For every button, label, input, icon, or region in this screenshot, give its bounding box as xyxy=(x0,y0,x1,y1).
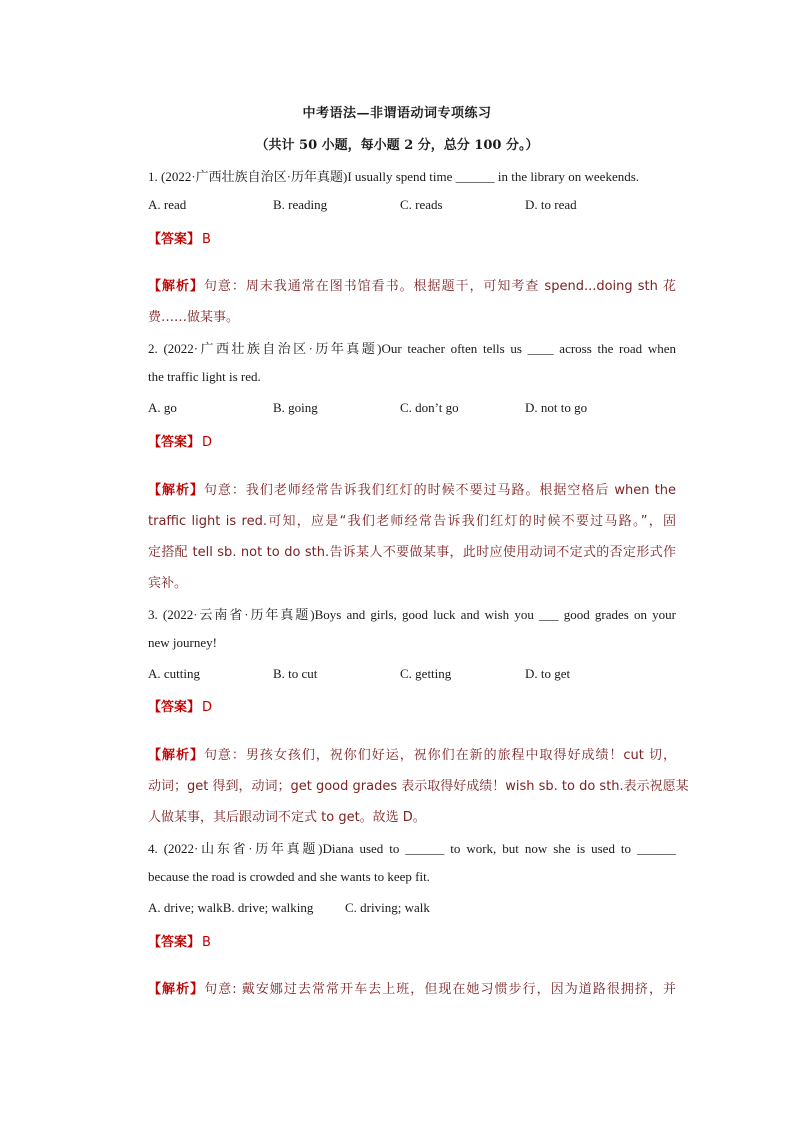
question-2-stem: 2. (2022·广西壮族自治区·历年真题)Our teacher often tells us ____ across the road when xyxy=(148,341,676,356)
question-2-option-c: C. don’t go xyxy=(400,400,459,415)
answer-label: 【答案】 xyxy=(148,935,201,950)
answer-value: D xyxy=(202,700,213,715)
answer-label: 【答案】 xyxy=(148,435,201,450)
question-3-option-c: C. getting xyxy=(400,666,452,681)
question-3-stem-cont: new journey! xyxy=(148,635,217,650)
question-1-option-d: D. to read xyxy=(525,197,577,212)
question-3-analysis-cont: 动词；get 得到，动词；get good grades 表示取得好成绩！wish sb. to do sth.表示祝愿某 xyxy=(148,779,689,794)
question-1-analysis xyxy=(148,275,676,294)
question-1-analysis-cont: 费……做某事。 xyxy=(148,310,240,325)
question-2-option-d: D. not to go xyxy=(525,400,588,415)
question-1-option-c: C. reads xyxy=(400,197,443,212)
question-3-analysis xyxy=(148,744,676,763)
question-3-option-d: D. to get xyxy=(525,666,571,681)
question-2-analysis-cont: 宾补。 xyxy=(148,576,188,591)
question-1-option-a: A. read xyxy=(148,197,187,212)
question-1-stem: 1. (2022·广西壮族自治区·历年真题)I usually spend time ______ in the library on weekends. xyxy=(148,169,640,184)
question-2-stem-cont: the traffic light is red. xyxy=(148,369,261,384)
question-2-option-a: A. go xyxy=(148,400,177,415)
answer-value: B xyxy=(202,935,211,950)
question-3-answer xyxy=(148,696,212,715)
analysis-label: 【解析】 xyxy=(148,483,204,498)
question-4-option-ab: A. drive; walkB. drive; walking xyxy=(148,900,314,915)
analysis-label: 【解析】 xyxy=(148,982,205,997)
question-3-option-b: B. to cut xyxy=(273,666,318,681)
question-3-option-a: A. cutting xyxy=(148,666,200,681)
question-4-option-c: C. driving; walk xyxy=(345,900,430,915)
answer-label: 【答案】 xyxy=(148,700,201,715)
question-4-answer xyxy=(148,931,211,950)
question-2-analysis-cont: traffic light is red.可知，应是“我们老师经常告诉我们红灯的时候不要过马路。”，固 xyxy=(148,514,676,529)
question-4-stem-cont: because the road is crowded and she wants to keep fit. xyxy=(148,869,430,884)
analysis-label: 【解析】 xyxy=(148,279,204,294)
question-1-option-b: B. reading xyxy=(273,197,328,212)
question-2-analysis-cont: 定搭配 tell sb. not to do sth.告诉某人不要做某事，此时应使用动词不定式的否定形式作 xyxy=(148,545,676,560)
question-2-analysis xyxy=(148,479,676,498)
analysis-text: 句意：我们老师经常告诉我们红灯的时候不要过马路。根据空格后 when the xyxy=(203,483,676,498)
analysis-text: 句意: 戴安娜过去常常开车去上班，但现在她习惯步行，因为道路很拥挤，并 xyxy=(204,982,676,997)
page-title: 中考语法—非谓语动词专项练习 xyxy=(302,106,492,121)
analysis-label: 【解析】 xyxy=(148,748,204,763)
question-1-answer xyxy=(148,228,211,247)
question-3-analysis-cont: 人做某事，其后跟动词不定式 to get。故选 D。 xyxy=(148,810,426,825)
question-3-stem: 3. (2022·云南省·历年真题)Boys and girls, good luck and wish you ___ good grades on your xyxy=(148,607,676,622)
question-2-answer xyxy=(148,431,212,450)
analysis-text: 句意：男孩女孩们，祝你们好运，祝你们在新的旅程中取得好成绩！cut 切， xyxy=(203,748,676,763)
analysis-text: 句意：周末我通常在图书馆看书。根据题干，可知考查 spend...doing sth 花 xyxy=(203,279,676,294)
answer-label: 【答案】 xyxy=(148,232,201,247)
answer-value: D xyxy=(202,435,213,450)
question-4-stem: 4. (2022·山东省·历年真题)Diana used to ______ to work, but now she is used to ______ xyxy=(148,841,676,856)
answer-value: B xyxy=(202,232,211,247)
page-subtitle: （共计 50 小题，每小题 2 分，总分 100 分。） xyxy=(255,138,539,153)
question-2-option-b: B. going xyxy=(273,400,318,415)
question-4-analysis xyxy=(148,978,676,997)
